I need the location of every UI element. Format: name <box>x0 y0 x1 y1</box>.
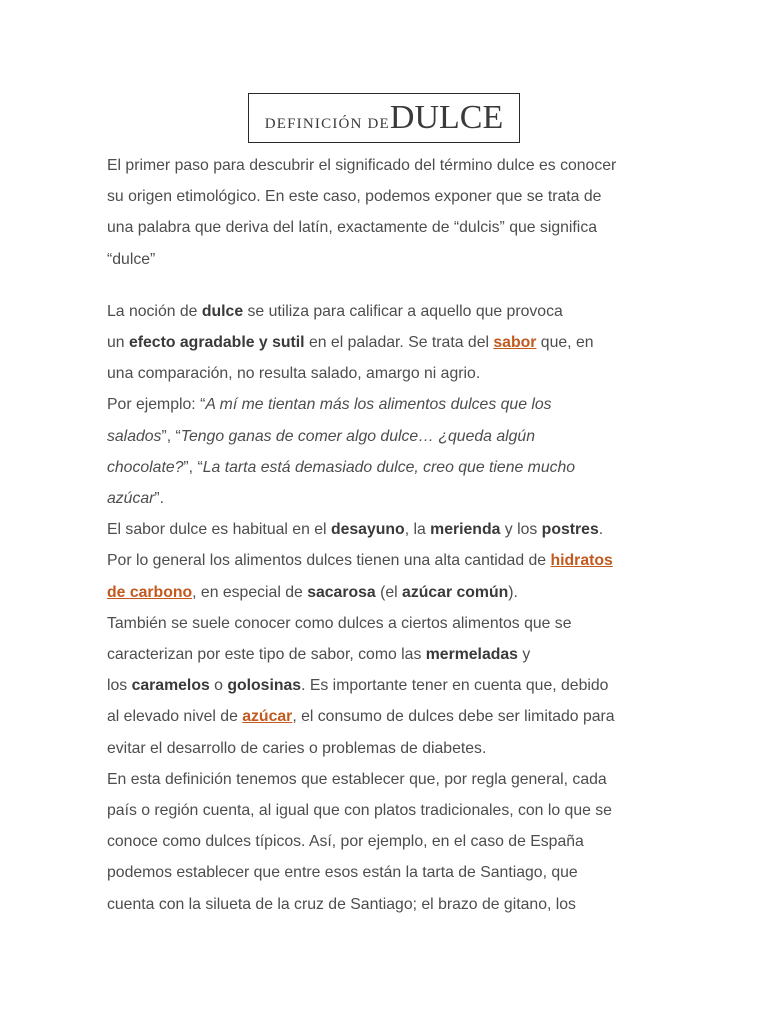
text-run: (el <box>375 583 403 601</box>
text-run: La noción de <box>107 302 202 320</box>
text-run: . Es importante tener en cuenta que, debido al elevado nivel de <box>107 677 609 726</box>
bold-term: azúcar común <box>402 583 509 601</box>
text-run: El sabor dulce es habitual en el <box>107 521 331 539</box>
bold-term: efecto agradable y sutil <box>128 334 305 352</box>
bold-term: mermeladas <box>425 646 518 664</box>
link-azucar[interactable]: azúcar <box>242 708 293 726</box>
text-run: se utiliza para calificar a aquello que provoca un <box>107 302 563 352</box>
italic-quote: A mí me tientan más los alimentos dulces que los salados <box>107 396 552 445</box>
text-run: , la <box>404 521 431 539</box>
paragraph-jams <box>107 608 667 764</box>
bold-term: postres <box>541 521 599 539</box>
text-run: También se suele conocer como dulces a ciertos alimentos que se caracterizan por este tipo de sabor, como las <box>107 614 572 664</box>
paragraph-typical-sweets: En esta definición tenemos que establecer que, por regla general, cada país o región cuenta, al igual que con platos tradicionales, con lo que se conoce como dulces típicos. Así, por ejemplo, en el caso de España podemos establecer que entre esos están la tarta de Santiago, que cuenta con la silueta de la cruz de Santiago; el brazo de gitano, los <box>107 770 612 913</box>
bold-term: golosinas <box>227 677 302 695</box>
text-run: o <box>209 677 228 695</box>
text-run: que, en una comparación, no resulta salado, amargo ni agrio. <box>107 334 594 383</box>
text-run: , el consumo de dulces debe ser limitado para evitar el desarrollo de caries o problemas de diabetes. <box>107 708 615 757</box>
paragraph-breakfast <box>107 514 667 608</box>
paragraph-gap <box>107 275 667 296</box>
text-run: , en especial de <box>192 583 308 601</box>
italic-quote: Tengo ganas de comer algo dulce… ¿queda algún chocolate? <box>107 427 535 476</box>
paragraph-etymology: El primer paso para descubrir el significado del término dulce es conocer su origen etimológico. En este caso, podemos exponer que se trata de una palabra que deriva del latín, exactamente de “dulcis” que significa “dulce” <box>107 157 617 268</box>
bold-term: sacarosa <box>307 583 376 601</box>
bold-term: dulce <box>201 302 244 320</box>
article-body <box>107 150 667 920</box>
title-word: DULCE <box>389 99 504 136</box>
text-run: Por ejemplo: “ <box>107 396 206 414</box>
text-run: ). <box>508 583 518 601</box>
link-sabor[interactable]: sabor <box>493 334 537 352</box>
italic-quote: La tarta está demasiado dulce, creo que tiene mucho azúcar <box>107 458 576 508</box>
bold-term: desayuno <box>330 521 405 539</box>
text-run: y los <box>500 521 542 539</box>
text-run: y los <box>107 646 531 695</box>
page-title <box>248 93 520 143</box>
text-run: . Por lo general los alimentos dulces tienen una alta cantidad de <box>107 521 604 570</box>
text-run: ”. <box>154 490 165 508</box>
bold-term: merienda <box>430 521 501 539</box>
text-run: ”, “ <box>161 427 181 445</box>
bold-term: caramelos <box>131 677 210 695</box>
link-hidratos-de-carbono[interactable]: hidratos de carbono <box>107 552 613 601</box>
paragraph-notion <box>107 296 667 390</box>
paragraph-examples <box>107 389 667 514</box>
title-prefix: DEFINICIÓN DE <box>264 116 390 132</box>
text-run: ”, “ <box>183 458 203 476</box>
text-run: en el paladar. Se trata del <box>304 334 494 352</box>
